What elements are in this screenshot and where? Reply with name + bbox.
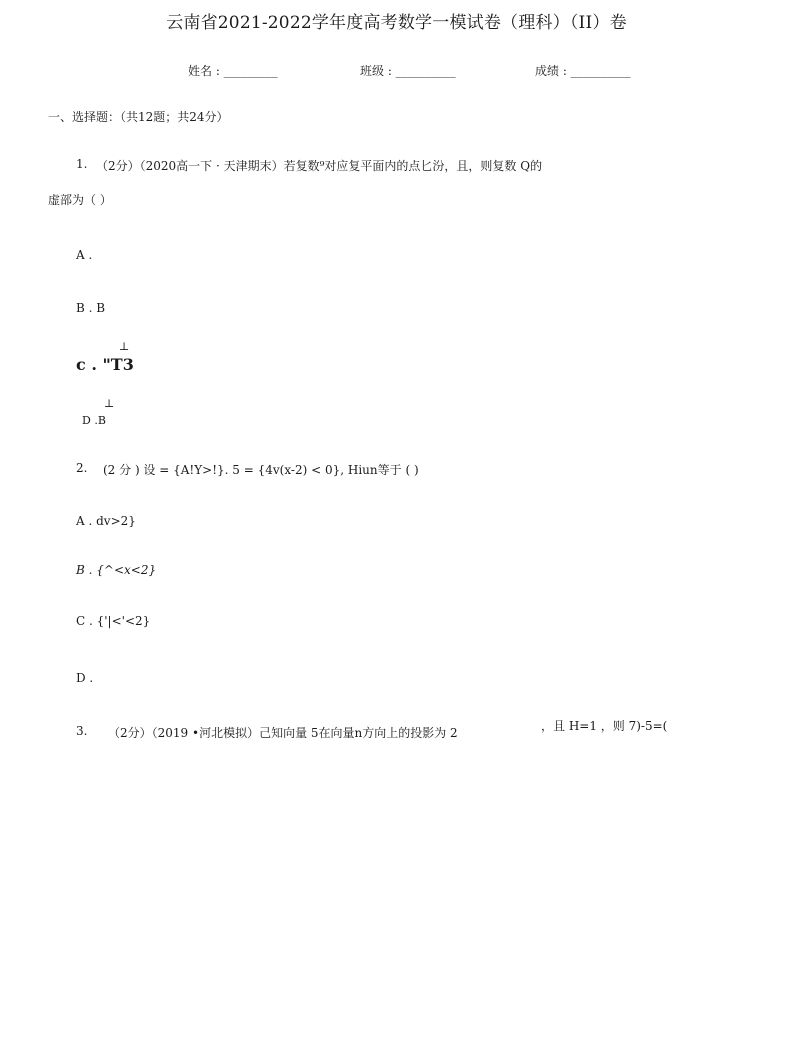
name-field: 姓名 : _________	[188, 64, 278, 78]
question-2-number: 2.	[76, 461, 88, 475]
question-2-text: (2 分 ) 设 = {A!Y>!}. 5 = {4v(x-2) < 0}, Hiun等于 ( )	[103, 463, 419, 477]
question-1-text-cont: 虚部为（ ）	[48, 193, 112, 207]
question-1-text: （2分）（2020高一下 · 天津期末）若复数⁹对应复平面内的点匕汾，且，则复数 Q的	[96, 159, 543, 173]
question-1-option-c: c . "T3	[76, 355, 134, 374]
question-1-option-d-mark: ⊥	[104, 397, 115, 410]
question-1-option-d: D .B	[82, 414, 106, 427]
question-1-number: 1.	[76, 157, 88, 171]
question-2-option-c: C . {'|<'<2}	[76, 614, 151, 628]
question-1-option-b: B . B	[76, 301, 106, 315]
page-title: 云南省2021-2022学年度高考数学一模试卷（理科）（II）卷	[166, 13, 627, 33]
question-3-text: （2分）（2019 •河北模拟）己知向量 5在向量n方向上的投影为 2	[108, 726, 458, 740]
question-2-option-b: B . {^<x<2}	[76, 563, 157, 577]
score-field: 成绩 : __________	[535, 64, 631, 78]
question-2-option-d: D .	[76, 671, 94, 685]
question-1-option-c-mark: ⊥	[119, 340, 130, 353]
question-3-text-tail: ，且 H=1 ，则 7)-5=(	[541, 719, 668, 733]
question-3-number: 3.	[76, 724, 88, 738]
question-1-option-a: A .	[76, 248, 93, 262]
question-2-option-a: A . dv>2}	[76, 514, 136, 528]
section-heading: 一、选择题：（共12题；共24分）	[48, 110, 229, 124]
class-field: 班级 : __________	[360, 64, 456, 78]
